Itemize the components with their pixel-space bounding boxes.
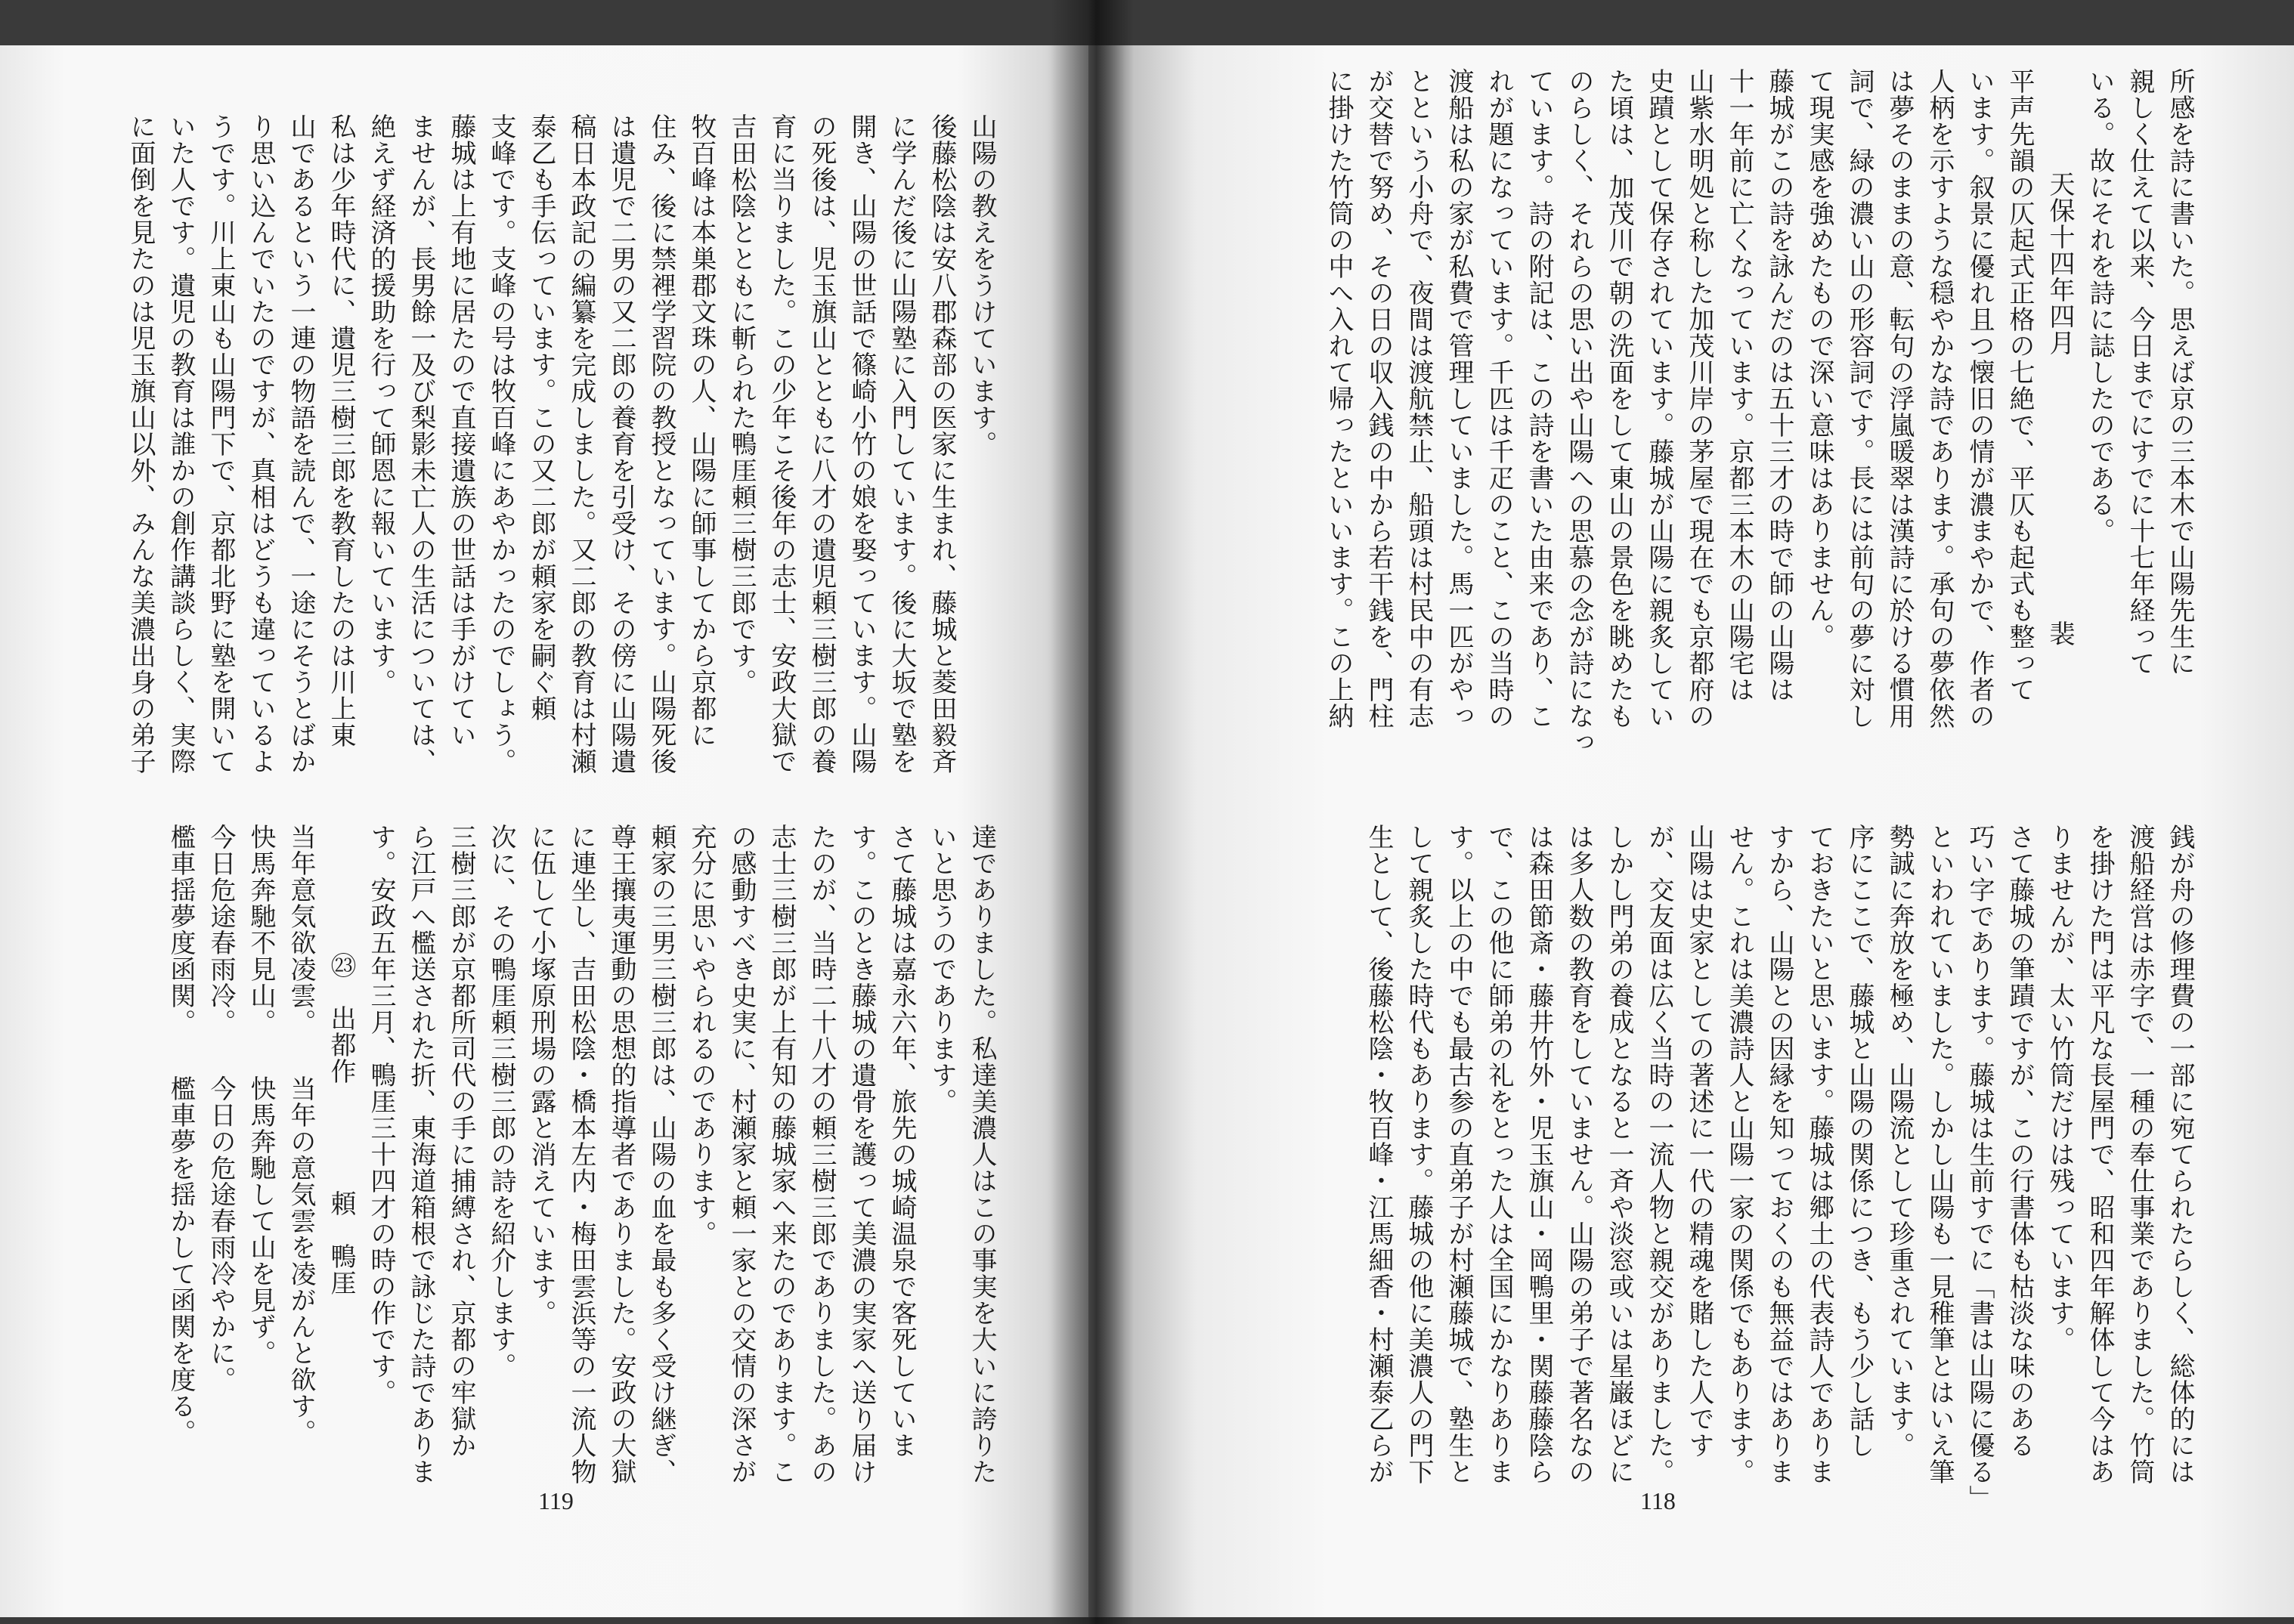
- poem-line: 当年意気欲凌雲。 当年の意気雲を凌がんと欲す。: [286, 824, 316, 1446]
- text-column: いと思うのであります。: [927, 824, 957, 1115]
- text-column: す。このとき藤城の遺骨を護って美濃の実家へ送り届け: [847, 824, 877, 1485]
- text-column: 志士三樹三郎が上有知の藤城家へ来たのであります。こ: [766, 824, 797, 1485]
- text-column: せん。これは美濃詩人と山陽一家の関係でもあります。: [1724, 824, 1754, 1485]
- text-column: 史蹟として保存されています。藤城が山陽に親炙してい: [1644, 68, 1674, 729]
- text-column: して親炙した時代もあります。藤城の他に美濃人の門下: [1404, 824, 1434, 1485]
- text-column: た頃は、加茂川で朝の洗面をして東山の景色を眺めたも: [1604, 68, 1634, 729]
- text-column: に連坐し、吉田松陰・橋本左内・梅田雲浜等の一流人物: [566, 824, 596, 1485]
- text-column: 三樹三郎が京都所司代の手に捕縛され、京都の牢獄か: [446, 824, 476, 1459]
- text-column: います。叙景に優れ且つ懐旧の情が濃まやかで、作者の: [1964, 68, 1995, 729]
- book-gutter-shadow: [1051, 0, 1134, 1624]
- text-column: しかし門弟の養成となると一斉や淡窓或いは星巌ほどに: [1604, 824, 1634, 1485]
- text-column: 藤城は上有地に居たので直接遺族の世話は手がけてい: [446, 113, 476, 748]
- page-119: [0, 45, 1088, 1617]
- left-lower-text: [160, 824, 1001, 1587]
- text-column: 親しく仕えて以来、今日までにすでに十七年経って: [2125, 68, 2155, 676]
- text-column: が交替で努め、その日の収入銭の中から若干銭を、門柱: [1364, 68, 1394, 729]
- page-118: [1088, 45, 2294, 1617]
- text-column: 達でありました。私達美濃人はこの事実を大いに誇りた: [967, 824, 997, 1485]
- poem-heading: ㉓ 出都作 頼 鴨厓: [326, 952, 356, 1296]
- poem-line: 快馬奔馳不見山。 快馬奔馳して山を見ず。: [246, 824, 276, 1366]
- text-column: 牧百峰は本巣郡文珠の人、山陽に師事してから京都に: [686, 113, 717, 748]
- text-column: ています。詩の附記は、この詩を書いた由来であり、こ: [1524, 68, 1554, 729]
- text-column: は夢そのままの意、転句の浮嵐暖翠は漢詩に於ける慣用: [1884, 68, 1915, 729]
- text-column: うです。川上東山も山陽門下で、京都北野に塾を開いて: [206, 113, 236, 775]
- text-column: 山であるという一連の物語を読んで、一途にそうとばか: [286, 113, 316, 775]
- text-column: 吉田松陰とともに斬られた鴨厓頼三樹三郎です。: [726, 113, 757, 695]
- text-column: 十一年前に亡くなっています。京都三本木の山陽宅は: [1724, 68, 1754, 703]
- text-column: は多人数の教育をしていません。山陽の弟子で著名なの: [1564, 824, 1594, 1485]
- text-column: 育に当りました。この少年こそ後年の志士、安政大獄で: [766, 113, 797, 775]
- text-column: は森田節斎・藤井竹外・児玉旗山・岡鴨里・関藤藤陰ら: [1524, 824, 1554, 1485]
- text-column: 開き、山陽の世話で篠崎小竹の娘を娶っています。山陽: [847, 113, 877, 775]
- text-column: 私は少年時代に、遺児三樹三郎を教育したのは川上東: [326, 113, 356, 748]
- text-column: 支峰です。支峰の号は牧百峰にあやかったのでしょう。: [486, 113, 516, 775]
- text-column: りませんが、太い竹筒だけは残っています。: [2045, 824, 2075, 1353]
- poem-line: 檻車揺夢度函関。 檻車夢を揺かして函関を度る。: [166, 824, 196, 1446]
- text-column: 生として、後藤松陰・牧百峰・江馬細香・村瀬泰乙らが: [1364, 824, 1394, 1485]
- text-column: 絶えず経済的援助を行って師恩に報いています。: [366, 113, 396, 695]
- right-upper-text: [1318, 68, 2200, 831]
- text-column: 次に、その鴨厓頼三樹三郎の詩を紹介します。: [486, 824, 516, 1379]
- text-column: といわれていました。しかし山陽も一見稚筆とはいえ筆: [1924, 824, 1955, 1485]
- page-number-left: 119: [538, 1487, 574, 1514]
- text-column: に面倒を見たのは児玉旗山以外、みんな美濃出身の弟子: [125, 113, 156, 775]
- text-column: 銭が舟の修理費の一部に宛てられたらしく、総体的には: [2165, 824, 2195, 1485]
- text-column: 尊王攘夷運動の思想的指導者でありました。安政の大獄: [606, 824, 636, 1485]
- text-column: 詞で、緑の濃い山の形容詞です。長には前句の夢に対し: [1844, 68, 1875, 729]
- text-column: 山陽は史家としての著述に一代の精魂を賭した人です: [1684, 824, 1714, 1459]
- text-column: に学んだ後に山陽塾に入門しています。後に大坂で塾を: [887, 113, 917, 775]
- text-column: 泰乙も手伝っています。この又二郎が頼家を嗣ぐ頼: [526, 113, 556, 722]
- text-column: 天保十四年四月 裴: [2045, 171, 2075, 647]
- text-column: が、交友面は広く当時の一流人物と親交がありました。: [1644, 824, 1674, 1485]
- text-column: すから、山陽との因縁を知っておくのも無益ではありま: [1764, 824, 1794, 1485]
- text-column: す。安政五年三月、鴨厓三十四才の時の作です。: [366, 824, 396, 1406]
- text-column: で、この他に師弟の礼をとった人は全国にかなりありま: [1484, 824, 1514, 1485]
- text-column: いた人です。遺児の教育は誰かの創作講談らしく、実際: [166, 113, 196, 775]
- text-column: り思い込んでいたのですが、真相はどうも違っているよ: [246, 113, 276, 775]
- text-column: 人柄を示すような穏やかな詩であります。承句の夢依然: [1924, 68, 1955, 729]
- text-column: は遺児で二男の又二郎の養育を引受け、その傍に山陽遺: [606, 113, 636, 775]
- text-column: のらしく、それらの思い出や山陽への思慕の念が詩になっ: [1564, 68, 1594, 756]
- page-number-right: 118: [1640, 1487, 1676, 1514]
- text-column: 勢誠に奔放を極め、山陽流として珍重されています。: [1884, 824, 1915, 1459]
- text-column: に伍して小塚原刑場の露と消えています。: [526, 824, 556, 1326]
- text-column: 頼家の三男三樹三郎は、山陽の血を最も多く受け継ぎ、: [646, 824, 676, 1485]
- text-column: て現実感を強めたもので深い意味はありません。: [1804, 68, 1834, 650]
- text-column: とという小舟で、夜間は渡航禁止、船頭は村民中の有志: [1404, 68, 1434, 729]
- text-column: 序にここで、藤城と山陽の関係につき、もう少し話し: [1844, 824, 1875, 1459]
- right-lower-text: [1358, 824, 2200, 1587]
- text-column: 住み、後に禁裡学習院の教授となっています。山陽死後: [646, 113, 676, 775]
- text-column: 山紫水明処と称した加茂川岸の茅屋で現在でも京都府の: [1684, 68, 1714, 729]
- text-column: さて藤城の筆蹟ですが、この行書体も枯淡な味のある: [2005, 824, 2035, 1459]
- text-column: いる。故にそれを詩に誌したのである。: [2085, 68, 2115, 544]
- text-column: す。以上の中でも最古参の直弟子が村瀬藤城で、塾生と: [1444, 824, 1474, 1485]
- text-column: 渡船経営は赤字で、一種の奉仕事業でありました。竹筒: [2125, 824, 2155, 1485]
- text-column: ら江戸へ檻送された折、東海道箱根で詠じた詩でありま: [406, 824, 436, 1485]
- text-column: 渡船は私の家が私費で管理していました。馬一匹がやっ: [1444, 68, 1474, 729]
- text-column: 充分に思いやられるのであります。: [686, 824, 717, 1247]
- text-column: に掛けた竹筒の中へ入れて帰ったといいます。この上納: [1323, 68, 1354, 729]
- text-column: ませんが、長男餘一及び梨影未亡人の生活については、: [406, 113, 436, 775]
- text-column: れが題になっています。千匹は千疋のこと、この当時の: [1484, 68, 1514, 729]
- text-column: 巧い字であります。藤城は生前すでに「書は山陽に優る」: [1964, 824, 1995, 1511]
- text-column: 所感を詩に書いた。思えば京の三本木で山陽先生に: [2165, 68, 2195, 676]
- text-column: を掛けた門は平凡な長屋門で、昭和四年解体して今はあ: [2085, 824, 2115, 1485]
- text-column: 藤城がこの詩を詠んだのは五十三才の時で師の山陽は: [1764, 68, 1794, 703]
- left-upper-text: [120, 113, 1001, 877]
- text-column: の感動すべき史実に、村瀬家と頼一家との交情の深さが: [726, 824, 757, 1485]
- text-column: の死後は、児玉旗山とともに八才の遺児頼三樹三郎の養: [806, 113, 837, 775]
- text-column: さて藤城は嘉永六年、旅先の城崎温泉で客死していま: [887, 824, 917, 1459]
- text-column: 稿日本政記の編纂を完成しました。又二郎の教育は村瀬: [566, 113, 596, 775]
- text-column: ておきたいと思います。藤城は郷土の代表詩人でありま: [1804, 824, 1834, 1485]
- text-column: 山陽の教えをうけています。: [967, 113, 997, 457]
- text-column: たのが、当時二十八才の頼三樹三郎でありました。あの: [806, 824, 837, 1485]
- text-column: 平声先韻の仄起式正格の七絶で、平仄も起式も整って: [2005, 68, 2035, 703]
- poem-line: 今日危途春雨冷。 今日の危途春雨冷やかに。: [206, 824, 236, 1393]
- text-column: 後藤松陰は安八郡森部の医家に生まれ、藤城と菱田毅斉: [927, 113, 957, 775]
